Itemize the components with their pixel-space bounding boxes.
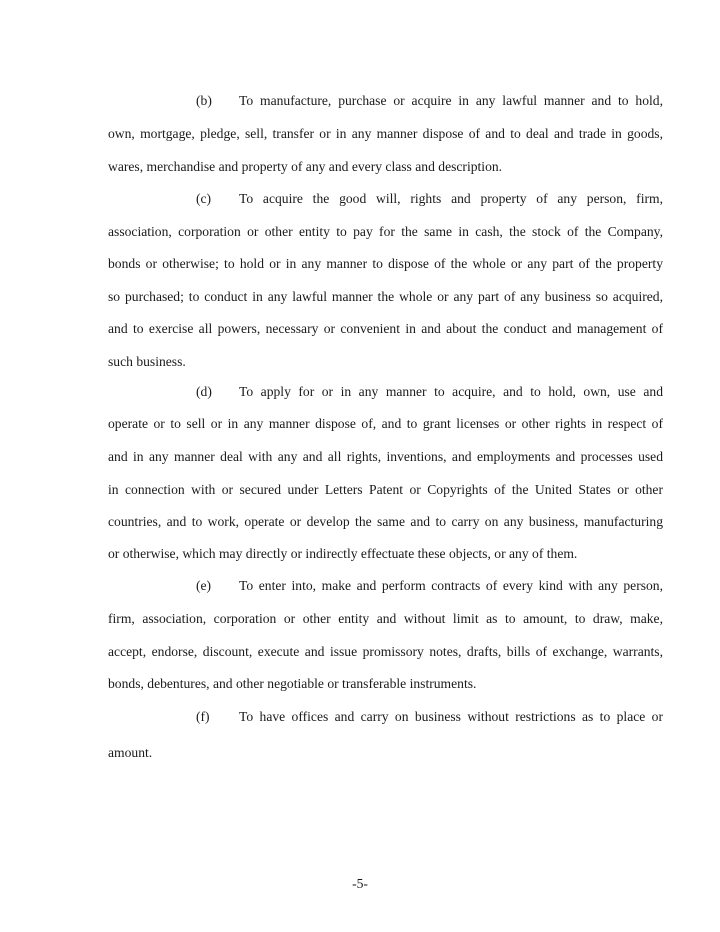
paragraph-line: wares, merchandise and property of any and every class and description.: [108, 159, 503, 174]
paragraph-text: To acquire the good will, rights and property of any person, firm,: [239, 191, 663, 206]
paragraph-first-line: [108, 383, 663, 401]
paragraph-line: amount.: [108, 745, 153, 760]
paragraph-line: such business.: [108, 354, 186, 369]
paragraph-line: and in any manner deal with any and all rights, inventions, and employments and processes used: [108, 449, 663, 464]
paragraph-first-line: [108, 92, 663, 110]
paragraph-text: To have offices and carry on business without restrictions as to place or: [239, 709, 663, 724]
paragraph-line: in connection with or secured under Letters Patent or Copyrights of the United States or other: [108, 482, 663, 497]
paragraph-line: own, mortgage, pledge, sell, transfer or in any manner dispose of and to deal and trade in goods,: [108, 126, 663, 141]
paragraph-line: countries, and to work, operate or develop the same and to carry on any business, manufacturing: [108, 514, 663, 529]
page-number: -5-: [352, 876, 368, 891]
paragraph-first-line: [108, 577, 663, 595]
paragraph-label: (e): [196, 578, 212, 593]
paragraph-first-line: [108, 190, 663, 208]
paragraph-line: bonds or otherwise; to hold or in any manner to dispose of the whole or any part of the property: [108, 256, 663, 271]
paragraph-label: (f): [196, 709, 210, 724]
paragraph-line: and to exercise all powers, necessary or convenient in and about the conduct and management of: [108, 321, 663, 336]
paragraph-text: To enter into, make and perform contracts of every kind with any person,: [239, 578, 663, 593]
paragraph-line: bonds, debentures, and other negotiable or transferable instruments.: [108, 676, 477, 691]
paragraph-line: or otherwise, which may directly or indirectly effectuate these objects, or any of them.: [108, 546, 578, 561]
paragraph-line: firm, association, corporation or other entity and without limit as to amount, to draw, make,: [108, 611, 663, 626]
paragraph-line: association, corporation or other entity to pay for the same in cash, the stock of the Company,: [108, 224, 663, 239]
paragraph-text: To apply for or in any manner to acquire, and to hold, own, use and: [239, 384, 663, 399]
paragraph-line: so purchased; to conduct in any lawful manner the whole or any part of any business so acquired,: [108, 289, 663, 304]
paragraph-label: (d): [196, 384, 212, 399]
paragraph-text: To manufacture, purchase or acquire in any lawful manner and to hold,: [239, 93, 663, 108]
paragraph-line: accept, endorse, discount, execute and issue promissory notes, drafts, bills of exchange, warrants,: [108, 644, 663, 659]
paragraph-first-line: [108, 708, 663, 726]
paragraph-line: operate or to sell or in any manner dispose of, and to grant licenses or other rights in respect of: [108, 416, 663, 431]
paragraph-label: (c): [196, 191, 212, 206]
paragraph-label: (b): [196, 93, 212, 108]
